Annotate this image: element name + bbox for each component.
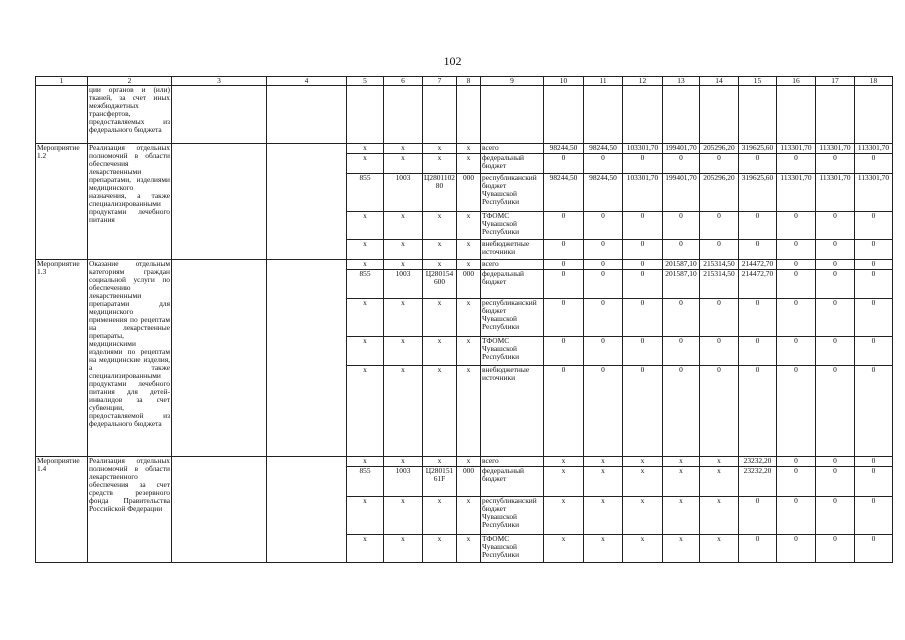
- amount-cell: 0: [623, 366, 663, 457]
- header-row: [36, 77, 893, 86]
- amount-cell: 0: [739, 212, 777, 240]
- amount-cell: 103301,70: [623, 144, 663, 154]
- amount-cell: x: [623, 467, 663, 497]
- column-number-header: 1: [36, 77, 88, 86]
- amount-cell: x: [663, 457, 700, 467]
- grbs-code: 855: [347, 270, 384, 299]
- amount-cell: 0: [623, 240, 663, 260]
- section-code: x: [384, 535, 423, 563]
- amount-cell: 0: [623, 260, 663, 270]
- amount-cell: 215314,50: [700, 260, 739, 270]
- amount-cell: 0: [700, 337, 739, 366]
- section-code: x: [384, 154, 423, 174]
- funding-source: всего: [481, 260, 544, 270]
- grbs-code: x: [347, 299, 384, 337]
- funding-source: внебюджетные источники: [481, 366, 544, 457]
- amount-cell: 0: [700, 299, 739, 337]
- table-body: [36, 77, 893, 563]
- expense-type-code: [457, 86, 481, 144]
- grbs-code: 855: [347, 467, 384, 497]
- amount-cell: 0: [584, 366, 623, 457]
- amount-cell: 0: [739, 366, 777, 457]
- amount-cell: 0: [544, 154, 584, 174]
- budget-table: [35, 76, 893, 563]
- amount-cell: 0: [855, 337, 893, 366]
- amount-cell: 201587,10: [663, 260, 700, 270]
- funding-source: республиканский бюджет Чувашской Республики: [481, 174, 544, 212]
- amount-cell: x: [663, 497, 700, 535]
- amount-cell: 201587,10: [663, 270, 700, 299]
- amount-cell: x: [700, 467, 739, 497]
- column-number-header: 4: [267, 77, 347, 86]
- amount-cell: 113301,70: [777, 144, 816, 154]
- amount-cell: 0: [739, 497, 777, 535]
- amount-cell: 0: [544, 270, 584, 299]
- amount-cell: 0: [544, 212, 584, 240]
- grbs-code: x: [347, 366, 384, 457]
- column-number-header: 14: [700, 77, 739, 86]
- amount-cell: 0: [816, 467, 855, 497]
- amount-cell: [816, 86, 855, 144]
- amount-cell: 0: [855, 270, 893, 299]
- amount-cell: 205296,20: [700, 144, 739, 154]
- empty-cell: [172, 260, 267, 457]
- column-number-header: 8: [457, 77, 481, 86]
- column-number-header: 13: [663, 77, 700, 86]
- amount-cell: 0: [816, 535, 855, 563]
- measure-title: Мероприятие 1.2: [36, 144, 88, 260]
- amount-cell: 0: [663, 240, 700, 260]
- target-code: x: [423, 154, 457, 174]
- table-row: [36, 86, 893, 144]
- target-code: Ц280110280: [423, 174, 457, 212]
- column-number-header: 10: [544, 77, 584, 86]
- funding-source: республиканский бюджет Чувашской Республики: [481, 299, 544, 337]
- amount-cell: x: [700, 457, 739, 467]
- target-code: x: [423, 535, 457, 563]
- amount-cell: x: [584, 457, 623, 467]
- amount-cell: 0: [855, 240, 893, 260]
- section-code: x: [384, 457, 423, 467]
- column-number-header: 3: [172, 77, 267, 86]
- measure-title: Мероприятие 1.4: [36, 457, 88, 563]
- amount-cell: 0: [584, 270, 623, 299]
- amount-cell: 0: [663, 212, 700, 240]
- amount-cell: 98244,50: [544, 144, 584, 154]
- amount-cell: [544, 86, 584, 144]
- amount-cell: 319625,60: [739, 174, 777, 212]
- funding-source: [481, 86, 544, 144]
- amount-cell: 205296,20: [700, 174, 739, 212]
- amount-cell: 0: [816, 154, 855, 174]
- amount-cell: x: [544, 457, 584, 467]
- amount-cell: 0: [584, 337, 623, 366]
- amount-cell: x: [623, 535, 663, 563]
- expense-type-code: 000: [457, 467, 481, 497]
- amount-cell: 0: [777, 497, 816, 535]
- funding-source: ТФОМС Чувашской Республики: [481, 535, 544, 563]
- expense-type-code: x: [457, 240, 481, 260]
- amount-cell: x: [700, 497, 739, 535]
- section-code: x: [384, 337, 423, 366]
- amount-cell: 0: [855, 212, 893, 240]
- amount-cell: 319625,60: [739, 144, 777, 154]
- amount-cell: 0: [855, 467, 893, 497]
- column-number-header: 2: [88, 77, 172, 86]
- expense-type-code: x: [457, 337, 481, 366]
- grbs-code: x: [347, 497, 384, 535]
- target-code: x: [423, 240, 457, 260]
- empty-cell: [172, 86, 267, 144]
- amount-cell: 0: [816, 240, 855, 260]
- page-number: 102: [443, 54, 462, 68]
- section-code: [384, 86, 423, 144]
- column-number-header: 16: [777, 77, 816, 86]
- measure-title: [36, 86, 88, 144]
- amount-cell: 113301,70: [816, 144, 855, 154]
- measure-description: ции органов и (или) тканей, за счет иных межбюджетных трансфертов, предоставляемых из федерального бюджета: [88, 86, 172, 144]
- amount-cell: 98244,50: [544, 174, 584, 212]
- funding-source: федеральный бюджет: [481, 270, 544, 299]
- amount-cell: 0: [777, 337, 816, 366]
- amount-cell: x: [663, 535, 700, 563]
- measure-description: Оказание отдельным категориям граждан социальной услуги по обеспечению лекарственными препаратами для медицинского применения по рецептам на лекарственные препараты, медицинскими изделиями по рецептам на медицинские изделия, а также специализированными продуктами лечебного питания для детей-инвалидов за счет субвенции, предоставляемой из федерального бюджета: [88, 260, 172, 457]
- amount-cell: 0: [700, 366, 739, 457]
- column-number-header: 5: [347, 77, 384, 86]
- section-code: x: [384, 260, 423, 270]
- amount-cell: 0: [623, 270, 663, 299]
- amount-cell: 0: [777, 212, 816, 240]
- amount-cell: 0: [777, 457, 816, 467]
- amount-cell: 0: [700, 154, 739, 174]
- target-code: x: [423, 212, 457, 240]
- empty-cell: [267, 144, 347, 260]
- section-code: x: [384, 497, 423, 535]
- amount-cell: 0: [855, 299, 893, 337]
- grbs-code: [347, 86, 384, 144]
- amount-cell: 0: [544, 240, 584, 260]
- column-number-header: 17: [816, 77, 855, 86]
- funding-source: федеральный бюджет: [481, 154, 544, 174]
- amount-cell: 0: [855, 497, 893, 535]
- amount-cell: 214472,70: [739, 260, 777, 270]
- amount-cell: 0: [663, 366, 700, 457]
- section-code: 1003: [384, 270, 423, 299]
- amount-cell: 0: [739, 240, 777, 260]
- section-code: x: [384, 299, 423, 337]
- grbs-code: x: [347, 260, 384, 270]
- empty-cell: [267, 260, 347, 457]
- funding-source: ТФОМС Чувашской Республики: [481, 212, 544, 240]
- amount-cell: 0: [816, 337, 855, 366]
- amount-cell: [584, 86, 623, 144]
- expense-type-code: x: [457, 535, 481, 563]
- column-number-header: 7: [423, 77, 457, 86]
- amount-cell: 103301,70: [623, 174, 663, 212]
- measure-description: Реализация отдельных полномочий в области обеспечения лекарственными препаратами, изделиями медицинского назначения, а также специализированными продуктами лечебного питания: [88, 144, 172, 260]
- empty-cell: [172, 457, 267, 563]
- amount-cell: 0: [663, 337, 700, 366]
- amount-cell: 0: [544, 337, 584, 366]
- amount-cell: 0: [584, 240, 623, 260]
- amount-cell: 0: [739, 337, 777, 366]
- amount-cell: [777, 86, 816, 144]
- funding-source: ТФОМС Чувашской Республики: [481, 337, 544, 366]
- amount-cell: 113301,70: [777, 174, 816, 212]
- grbs-code: x: [347, 212, 384, 240]
- amount-cell: 0: [777, 270, 816, 299]
- amount-cell: 199401,70: [663, 144, 700, 154]
- amount-cell: 0: [623, 299, 663, 337]
- amount-cell: x: [623, 497, 663, 535]
- amount-cell: 0: [816, 299, 855, 337]
- grbs-code: x: [347, 457, 384, 467]
- amount-cell: 0: [777, 154, 816, 174]
- amount-cell: 0: [816, 497, 855, 535]
- amount-cell: 0: [816, 212, 855, 240]
- amount-cell: 0: [584, 154, 623, 174]
- expense-type-code: x: [457, 299, 481, 337]
- amount-cell: [623, 86, 663, 144]
- target-code: Ц280154600: [423, 270, 457, 299]
- expense-type-code: 000: [457, 174, 481, 212]
- empty-cell: [172, 144, 267, 260]
- amount-cell: 0: [544, 299, 584, 337]
- amount-cell: x: [584, 535, 623, 563]
- amount-cell: [855, 86, 893, 144]
- section-code: 1003: [384, 174, 423, 212]
- target-code: x: [423, 299, 457, 337]
- empty-cell: [267, 457, 347, 563]
- table-row: [36, 260, 893, 270]
- grbs-code: x: [347, 535, 384, 563]
- grbs-code: x: [347, 337, 384, 366]
- amount-cell: [739, 86, 777, 144]
- amount-cell: 0: [855, 260, 893, 270]
- amount-cell: 0: [777, 299, 816, 337]
- amount-cell: 0: [816, 260, 855, 270]
- amount-cell: 0: [623, 337, 663, 366]
- expense-type-code: 000: [457, 270, 481, 299]
- empty-cell: [267, 86, 347, 144]
- amount-cell: x: [663, 467, 700, 497]
- amount-cell: 0: [777, 535, 816, 563]
- column-number-header: 15: [739, 77, 777, 86]
- amount-cell: 0: [739, 299, 777, 337]
- amount-cell: 0: [777, 366, 816, 457]
- amount-cell: 98244,50: [584, 144, 623, 154]
- table-row: [36, 457, 893, 467]
- amount-cell: 0: [816, 270, 855, 299]
- amount-cell: 0: [777, 260, 816, 270]
- section-code: x: [384, 366, 423, 457]
- amount-cell: 0: [584, 212, 623, 240]
- funding-source: всего: [481, 457, 544, 467]
- column-number-header: 18: [855, 77, 893, 86]
- target-code: [423, 86, 457, 144]
- amount-cell: 0: [855, 154, 893, 174]
- amount-cell: x: [584, 497, 623, 535]
- expense-type-code: x: [457, 366, 481, 457]
- grbs-code: 855: [347, 174, 384, 212]
- amount-cell: x: [700, 535, 739, 563]
- amount-cell: 23232,20: [739, 467, 777, 497]
- expense-type-code: x: [457, 144, 481, 154]
- section-code: x: [384, 144, 423, 154]
- amount-cell: 113301,70: [816, 174, 855, 212]
- amount-cell: 0: [623, 212, 663, 240]
- target-code: x: [423, 337, 457, 366]
- grbs-code: x: [347, 144, 384, 154]
- column-number-header: 12: [623, 77, 663, 86]
- amount-cell: x: [544, 535, 584, 563]
- section-code: x: [384, 212, 423, 240]
- amount-cell: 23232,20: [739, 457, 777, 467]
- expense-type-code: x: [457, 497, 481, 535]
- target-code: x: [423, 260, 457, 270]
- amount-cell: 215314,50: [700, 270, 739, 299]
- amount-cell: x: [584, 467, 623, 497]
- amount-cell: 0: [700, 240, 739, 260]
- grbs-code: x: [347, 154, 384, 174]
- expense-type-code: x: [457, 154, 481, 174]
- expense-type-code: x: [457, 260, 481, 270]
- amount-cell: 199401,70: [663, 174, 700, 212]
- amount-cell: x: [544, 467, 584, 497]
- amount-cell: 0: [777, 467, 816, 497]
- funding-source: республиканский бюджет Чувашской Республики: [481, 497, 544, 535]
- target-code: x: [423, 144, 457, 154]
- column-number-header: 6: [384, 77, 423, 86]
- expense-type-code: x: [457, 457, 481, 467]
- section-code: x: [384, 240, 423, 260]
- amount-cell: 0: [816, 457, 855, 467]
- measure-description: Реализация отдельных полномочий в области лекарственного обеспечения за счет средств резервного фонда Правительства Российской Федерации: [88, 457, 172, 563]
- target-code: x: [423, 497, 457, 535]
- target-code: x: [423, 366, 457, 457]
- column-number-header: 11: [584, 77, 623, 86]
- amount-cell: x: [623, 457, 663, 467]
- grbs-code: x: [347, 240, 384, 260]
- funding-source: федеральный бюджет: [481, 467, 544, 497]
- amount-cell: 0: [584, 260, 623, 270]
- table-row: [36, 144, 893, 154]
- amount-cell: x: [544, 497, 584, 535]
- amount-cell: 0: [544, 366, 584, 457]
- amount-cell: 0: [855, 366, 893, 457]
- amount-cell: 0: [544, 260, 584, 270]
- amount-cell: 0: [663, 299, 700, 337]
- column-number-header: 9: [481, 77, 544, 86]
- funding-source: внебюджетные источники: [481, 240, 544, 260]
- amount-cell: 98244,50: [584, 174, 623, 212]
- amount-cell: 0: [855, 457, 893, 467]
- expense-type-code: x: [457, 212, 481, 240]
- section-code: 1003: [384, 467, 423, 497]
- amount-cell: 0: [700, 212, 739, 240]
- amount-cell: 0: [777, 240, 816, 260]
- amount-cell: 0: [855, 535, 893, 563]
- amount-cell: 113301,70: [855, 144, 893, 154]
- amount-cell: 214472,70: [739, 270, 777, 299]
- amount-cell: 0: [739, 535, 777, 563]
- amount-cell: 0: [584, 299, 623, 337]
- funding-source: всего: [481, 144, 544, 154]
- target-code: x: [423, 457, 457, 467]
- amount-cell: 0: [816, 366, 855, 457]
- amount-cell: 0: [623, 154, 663, 174]
- amount-cell: 0: [663, 154, 700, 174]
- target-code: Ц28015161F: [423, 467, 457, 497]
- amount-cell: 113301,70: [855, 174, 893, 212]
- amount-cell: [700, 86, 739, 144]
- amount-cell: [663, 86, 700, 144]
- measure-title: Мероприятие 1.3: [36, 260, 88, 457]
- amount-cell: 0: [739, 154, 777, 174]
